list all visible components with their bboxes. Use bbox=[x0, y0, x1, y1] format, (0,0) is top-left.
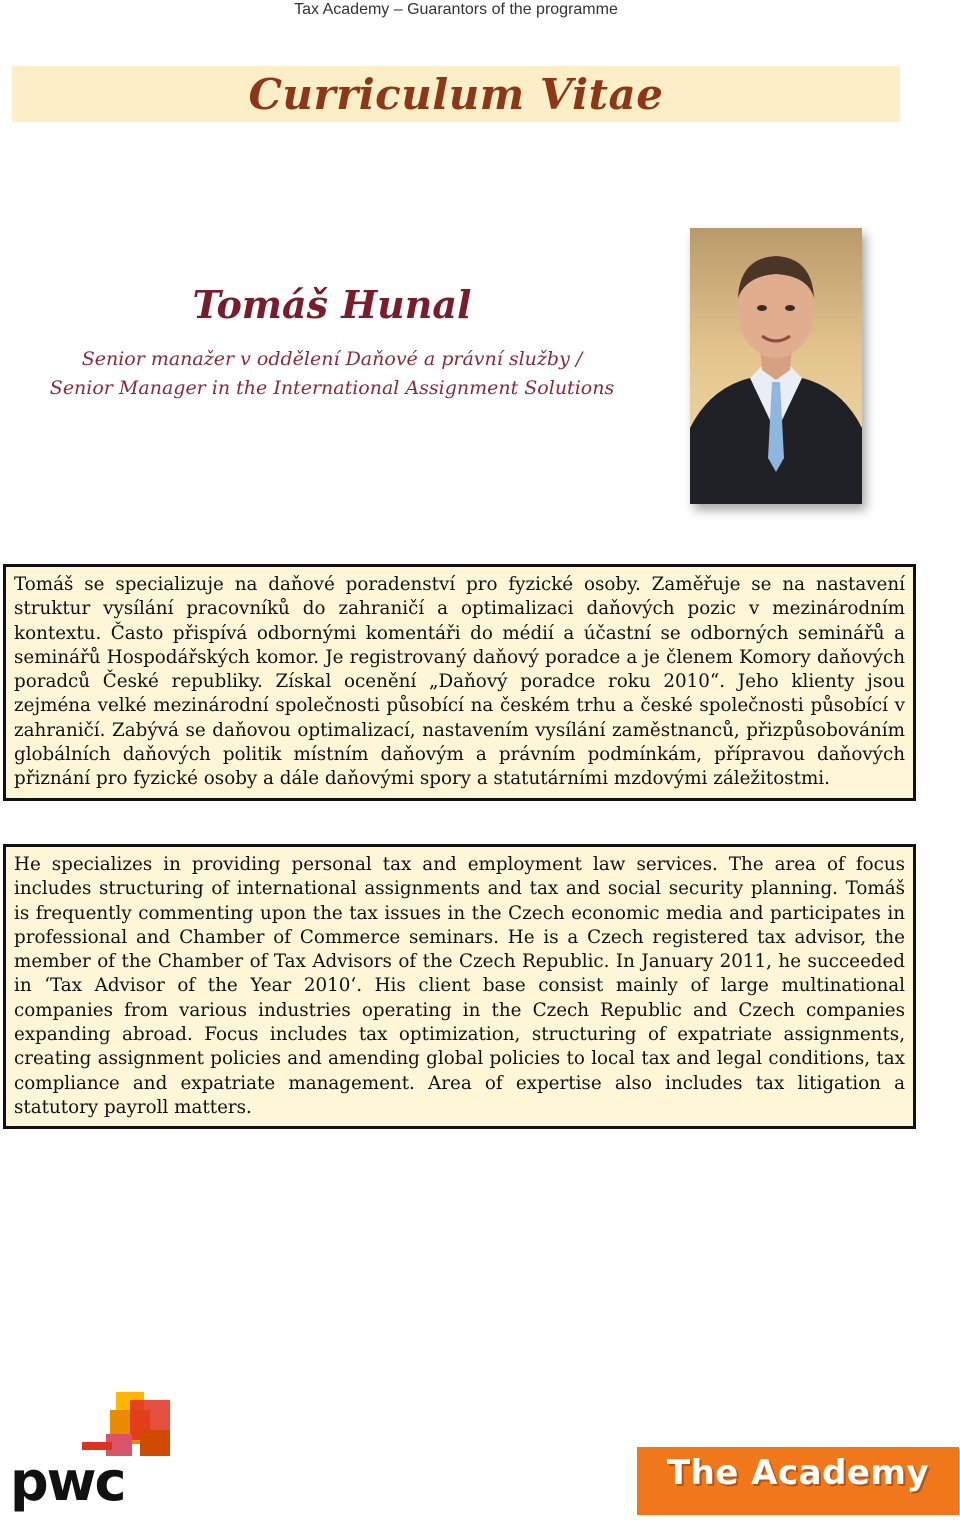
person-subtitle-en: Senior Manager in the International Assignment Solutions bbox=[49, 377, 615, 399]
bio-czech-text: Tomáš se specializuje na daňové poradenství pro fyzické osoby. Zaměřuje se na nastavení struktur vysílání pracovníků do zahraničí a optimalizaci daňových pozic v mezinárodním kontextu. Často přispívá odbornými komentáři do médií a účastní se odborných seminářů a seminářů Hospodářských komor. Je registrovaný daňový poradce a je členem Komory daňových poradců České republiky. Získal ocenění „Daňový poradce roku 2010“. Jeho klienty jsou zejména velké mezinárodní společnosti působící na českém trhu a české společnosti působící v zahraničí. Zabývá se daňovou optimalizací, nastavením vysílání zaměstnanců, přizpůsobováním globálních daňových politik místním daňovým a právním podmínkám, přípravou daňových přiznání pro fyzické osoby a dále daňovými spory a statutárními mzdovými záležitostmi. bbox=[14, 574, 905, 790]
bio-czech bbox=[3, 564, 916, 801]
bio-english bbox=[3, 844, 916, 1129]
cv-banner bbox=[12, 66, 900, 122]
bio-english-text: He specializes in providing personal tax and employment law services. The area of focus includes structuring of international assignments and tax and social security planning. Tomáš is frequently commenting upon the tax issues in the Czech economic media and participates in professional and Chamber of Commerce seminars. He is a Czech registered tax advisor, the member of the Chamber of Tax Advisors of the Czech Republic. In January 2011, he succeeded in ‘Tax Advisor of the Year 2010‘. His client base consist mainly of large multinational companies from various industries operating in the Czech Republic and Czech companies expanding abroad. Focus includes tax optimization, structuring of expatriate assignments, creating assignment policies and amending global policies to local tax and legal conditions, tax compliance and expatriate management. Area of expertise also includes tax litigation a statutory payroll matters. bbox=[14, 854, 905, 1118]
person-name: Tomáš Hunal bbox=[192, 282, 472, 327]
cv-title: Curriculum Vitae bbox=[248, 70, 664, 119]
pwc-logo-text: pwc bbox=[10, 1450, 125, 1513]
academy-logo bbox=[637, 1447, 959, 1515]
pwc-logo bbox=[10, 1390, 174, 1514]
academy-logo-text: The Academy bbox=[666, 1453, 930, 1493]
portrait-illustration bbox=[690, 228, 862, 504]
page-header: Tax Academy – Guarantors of the programme bbox=[294, 1, 618, 18]
portrait-photo bbox=[690, 228, 862, 504]
person-subtitle-cz: Senior manažer v oddělení Daňové a právní služby / bbox=[81, 348, 583, 370]
